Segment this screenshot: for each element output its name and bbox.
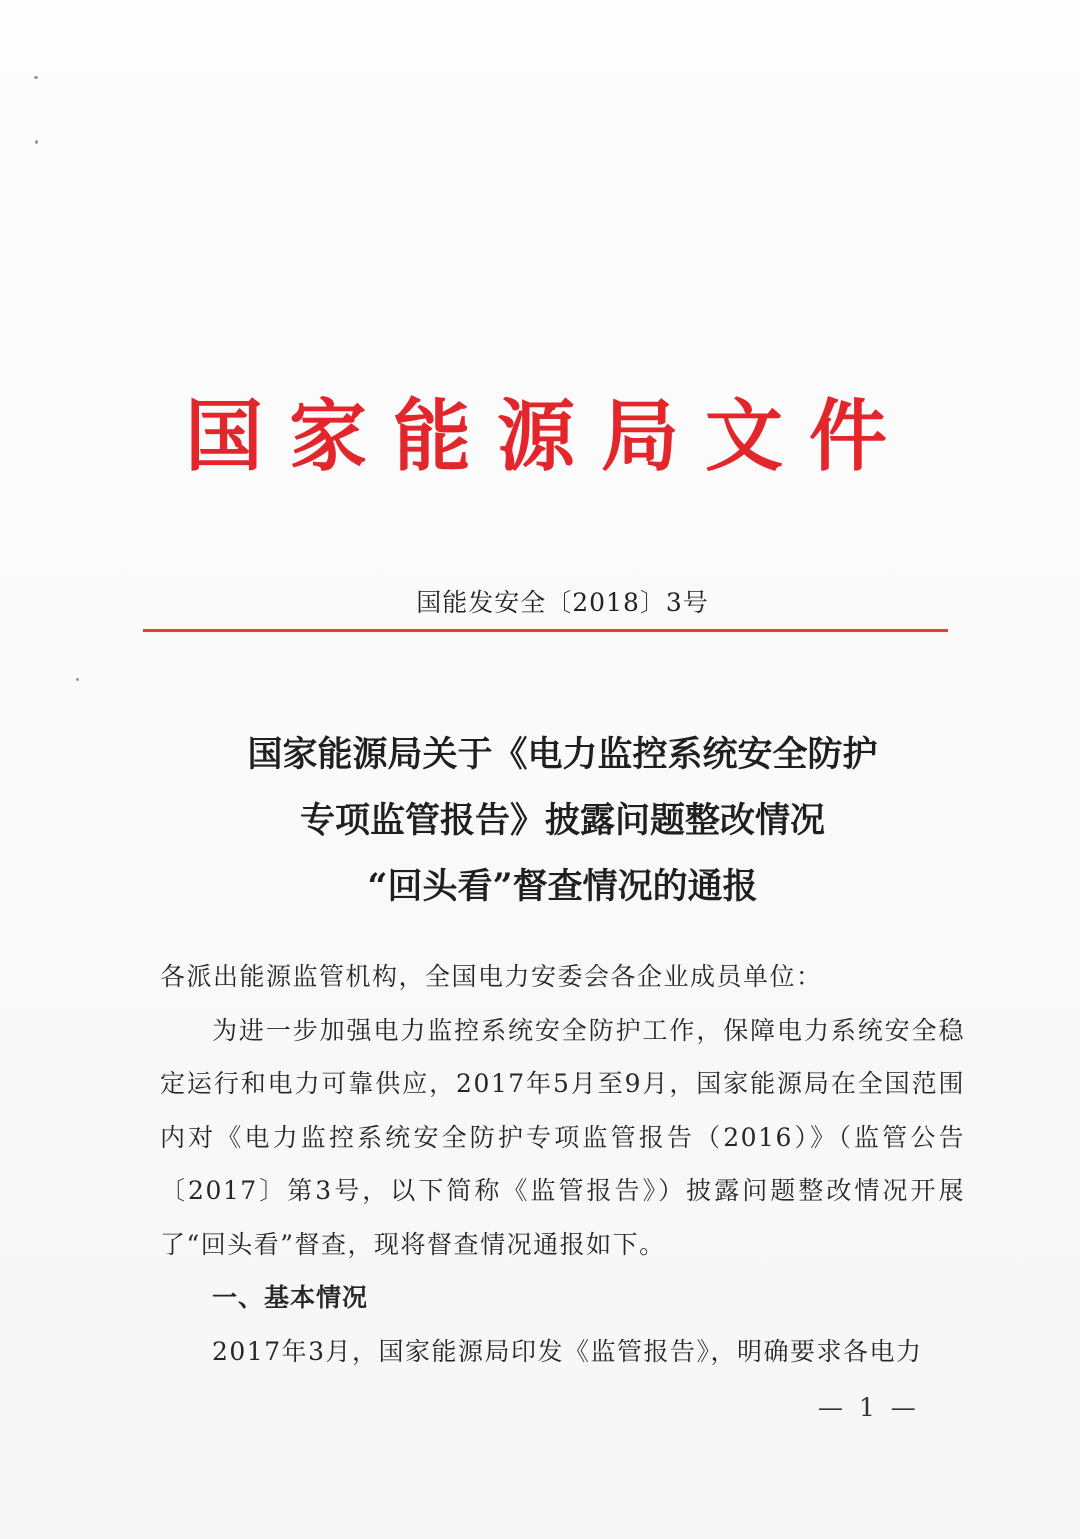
section-heading-basic-situation: 一、基本情况: [212, 1283, 369, 1312]
salutation: 各派出能源监管机构，全国电力安委会各企业成员单位：: [160, 962, 823, 991]
paragraph-intro: 为进一步加强电力监控系统安全防护工作，保障电力系统安全稳定运行和电力可靠供应，2017年5月至9月，国家能源局在全国范围内对《电力监控系统安全防护专项监管报告（2016）》（监管公告〔2017〕第3号，以下简称《监管报告》）披露问题整改情况开展了“回头看”督查，现将督查情况通报如下。: [160, 1015, 965, 1259]
scan-speck: [76, 678, 79, 681]
masthead-title: 国家能源局文件: [184, 391, 913, 482]
scan-speck: [34, 76, 38, 79]
title-line-2: 专项监管报告》披露问题整改情况: [299, 800, 825, 841]
paragraph-basic-situation: 2017年3月，国家能源局印发《监管报告》，明确要求各电力: [212, 1336, 923, 1366]
red-divider-line: [143, 629, 948, 632]
document-body: [160, 950, 965, 1378]
scan-speck: [35, 140, 38, 144]
title-line-1: 国家能源局关于《电力监控系统安全防护: [247, 734, 878, 775]
document-number: 国能发安全〔2018〕3号: [416, 588, 709, 617]
title-line-3: “回头看”督查情况的通报: [367, 866, 758, 907]
notice-title: [0, 722, 1080, 920]
page-number: — 1 —: [818, 1393, 920, 1422]
